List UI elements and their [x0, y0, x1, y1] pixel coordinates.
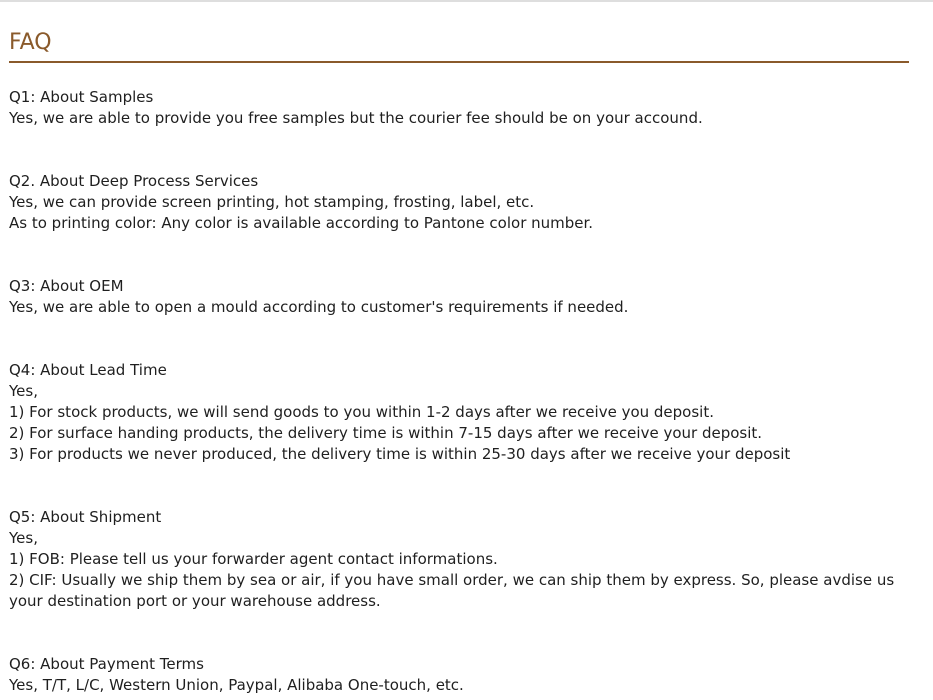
faq-item-3	[9, 276, 924, 318]
faq-question: Q1: About Samples	[9, 88, 154, 106]
faq-item-4	[9, 360, 924, 465]
page-title: FAQ	[9, 30, 52, 55]
faq-item-1	[9, 87, 924, 129]
faq-answer: Yes, we are able to provide you free samples but the courier fee should be on your accound.	[9, 109, 703, 127]
faq-answer: As to printing color: Any color is available according to Pantone color number.	[9, 214, 594, 232]
faq-answer: Yes,	[9, 529, 38, 547]
faq-answer: 1) For stock products, we will send goods to you within 1-2 days after we receive you deposit.	[9, 403, 714, 421]
title-divider	[9, 61, 909, 63]
faq-answer: 1) FOB: Please tell us your forwarder agent contact informations.	[9, 550, 498, 568]
faq-item-5	[9, 507, 924, 612]
faq-answer: 3) For products we never produced, the delivery time is within 25-30 days after we receive your deposit	[9, 445, 791, 463]
faq-question: Q5: About Shipment	[9, 508, 162, 526]
faq-item-6	[9, 654, 924, 696]
faq-list	[9, 87, 924, 700]
faq-answer: 2) For surface handing products, the delivery time is within 7-15 days after we receive your deposit.	[9, 424, 763, 442]
faq-question: Q2. About Deep Process Services	[9, 172, 259, 190]
faq-answer: Yes,	[9, 382, 38, 400]
faq-answer: Yes, we can provide screen printing, hot stamping, frosting, label, etc.	[9, 193, 535, 211]
faq-question: Q6: About Payment Terms	[9, 655, 204, 673]
faq-answer: Yes, we are able to open a mould according to customer's requirements if needed.	[9, 298, 629, 316]
faq-item-2	[9, 171, 924, 234]
faq-question: Q3: About OEM	[9, 277, 124, 295]
faq-question: Q4: About Lead Time	[9, 361, 167, 379]
faq-answer: 2) CIF: Usually we ship them by sea or air, if you have small order, we can ship them by express. So, please avdise us your destination port or your warehouse address.	[9, 571, 899, 610]
faq-answer: Yes, T/T, L/C, Western Union, Paypal, Alibaba One-touch, etc.	[9, 676, 464, 694]
